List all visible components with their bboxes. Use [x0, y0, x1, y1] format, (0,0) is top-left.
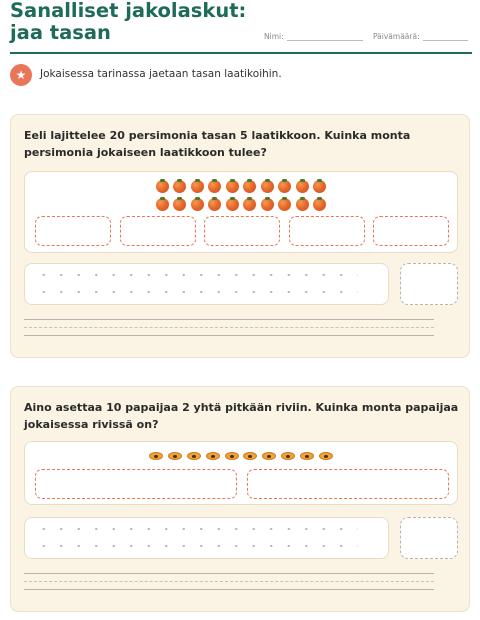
- persimmon-icon: [278, 180, 291, 193]
- group-box[interactable]: [247, 469, 449, 499]
- group-boxes: [35, 469, 449, 499]
- persimmon-row: [25, 198, 457, 211]
- dotted-guide: [35, 274, 358, 276]
- papaya-icon: [243, 452, 257, 460]
- persimmon-icon: [296, 180, 309, 193]
- group-box[interactable]: [204, 216, 280, 246]
- papaya-icon: [262, 452, 276, 460]
- papaya-row: [25, 452, 457, 460]
- papaya-icon: [300, 452, 314, 460]
- persimmon-icon: [156, 198, 169, 211]
- group-box[interactable]: [289, 216, 365, 246]
- papaya-icon: [187, 452, 201, 460]
- work-area[interactable]: [24, 517, 389, 559]
- worksheet-header: [10, 0, 472, 54]
- group-box[interactable]: [373, 216, 449, 246]
- problem-card-1: [10, 114, 470, 358]
- persimmon-icon: [191, 180, 204, 193]
- date-label: Päivämäärä:: [373, 32, 420, 41]
- problem-card-2: [10, 386, 470, 612]
- name-label: Nimi:: [264, 32, 284, 41]
- papaya-icon: [319, 452, 333, 460]
- persimmon-icon: [261, 198, 274, 211]
- items-panel: [24, 171, 458, 253]
- dotted-guide: [35, 528, 358, 530]
- question-text: Aino asettaa 10 papaijaa 2 yhtä pitkään riviin. Kuinka monta papaijaa jokaisessa rivissä on?: [24, 401, 459, 431]
- persimmon-icon: [296, 198, 309, 211]
- group-boxes: [35, 216, 449, 246]
- instruction: [10, 64, 470, 86]
- persimmon-icon: [191, 198, 204, 211]
- papaya-icon: [149, 452, 163, 460]
- persimmon-icon: [261, 180, 274, 193]
- persimmon-icon: [226, 198, 239, 211]
- group-box[interactable]: [120, 216, 196, 246]
- persimmon-icon: [243, 198, 256, 211]
- persimmon-icon: [313, 198, 326, 211]
- group-box[interactable]: [35, 216, 111, 246]
- persimmon-icon: [208, 198, 221, 211]
- writing-midline: [24, 327, 434, 328]
- answer-box[interactable]: [400, 517, 458, 559]
- persimmon-row: [25, 180, 457, 193]
- date-line[interactable]: [423, 40, 468, 41]
- name-field[interactable]: [264, 32, 363, 41]
- writing-line[interactable]: [24, 589, 434, 590]
- writing-line[interactable]: [24, 319, 434, 320]
- question-text: Eeli lajittelee 20 persimonia tasan 5 laatikkoon. Kuinka monta persimonia jokaiseen laatikkoon tulee?: [24, 129, 411, 159]
- dotted-guide: [35, 545, 358, 547]
- papaya-icon: [225, 452, 239, 460]
- persimmon-icon: [243, 180, 256, 193]
- star-icon: ★: [10, 64, 32, 86]
- work-area[interactable]: [24, 263, 389, 305]
- date-field[interactable]: [373, 32, 468, 41]
- instruction-text: Jokaisessa tarinassa jaetaan tasan laatikoihin.: [40, 68, 282, 80]
- group-box[interactable]: [35, 469, 237, 499]
- papaya-icon: [206, 452, 220, 460]
- persimmon-icon: [226, 180, 239, 193]
- writing-line[interactable]: [24, 573, 434, 574]
- persimmon-icon: [156, 180, 169, 193]
- persimmon-icon: [278, 198, 291, 211]
- name-line[interactable]: [287, 40, 363, 41]
- persimmon-icon: [173, 198, 186, 211]
- papaya-icon: [281, 452, 295, 460]
- persimmon-icon: [173, 180, 186, 193]
- answer-box[interactable]: [400, 263, 458, 305]
- items-panel: [24, 441, 458, 505]
- persimmon-icon: [208, 180, 221, 193]
- writing-line[interactable]: [24, 335, 434, 336]
- dotted-guide: [35, 291, 358, 293]
- writing-midline: [24, 581, 434, 582]
- persimmon-icon: [313, 180, 326, 193]
- page-title: Sanalliset jakolaskut: jaa tasan: [10, 0, 247, 44]
- papaya-icon: [168, 452, 182, 460]
